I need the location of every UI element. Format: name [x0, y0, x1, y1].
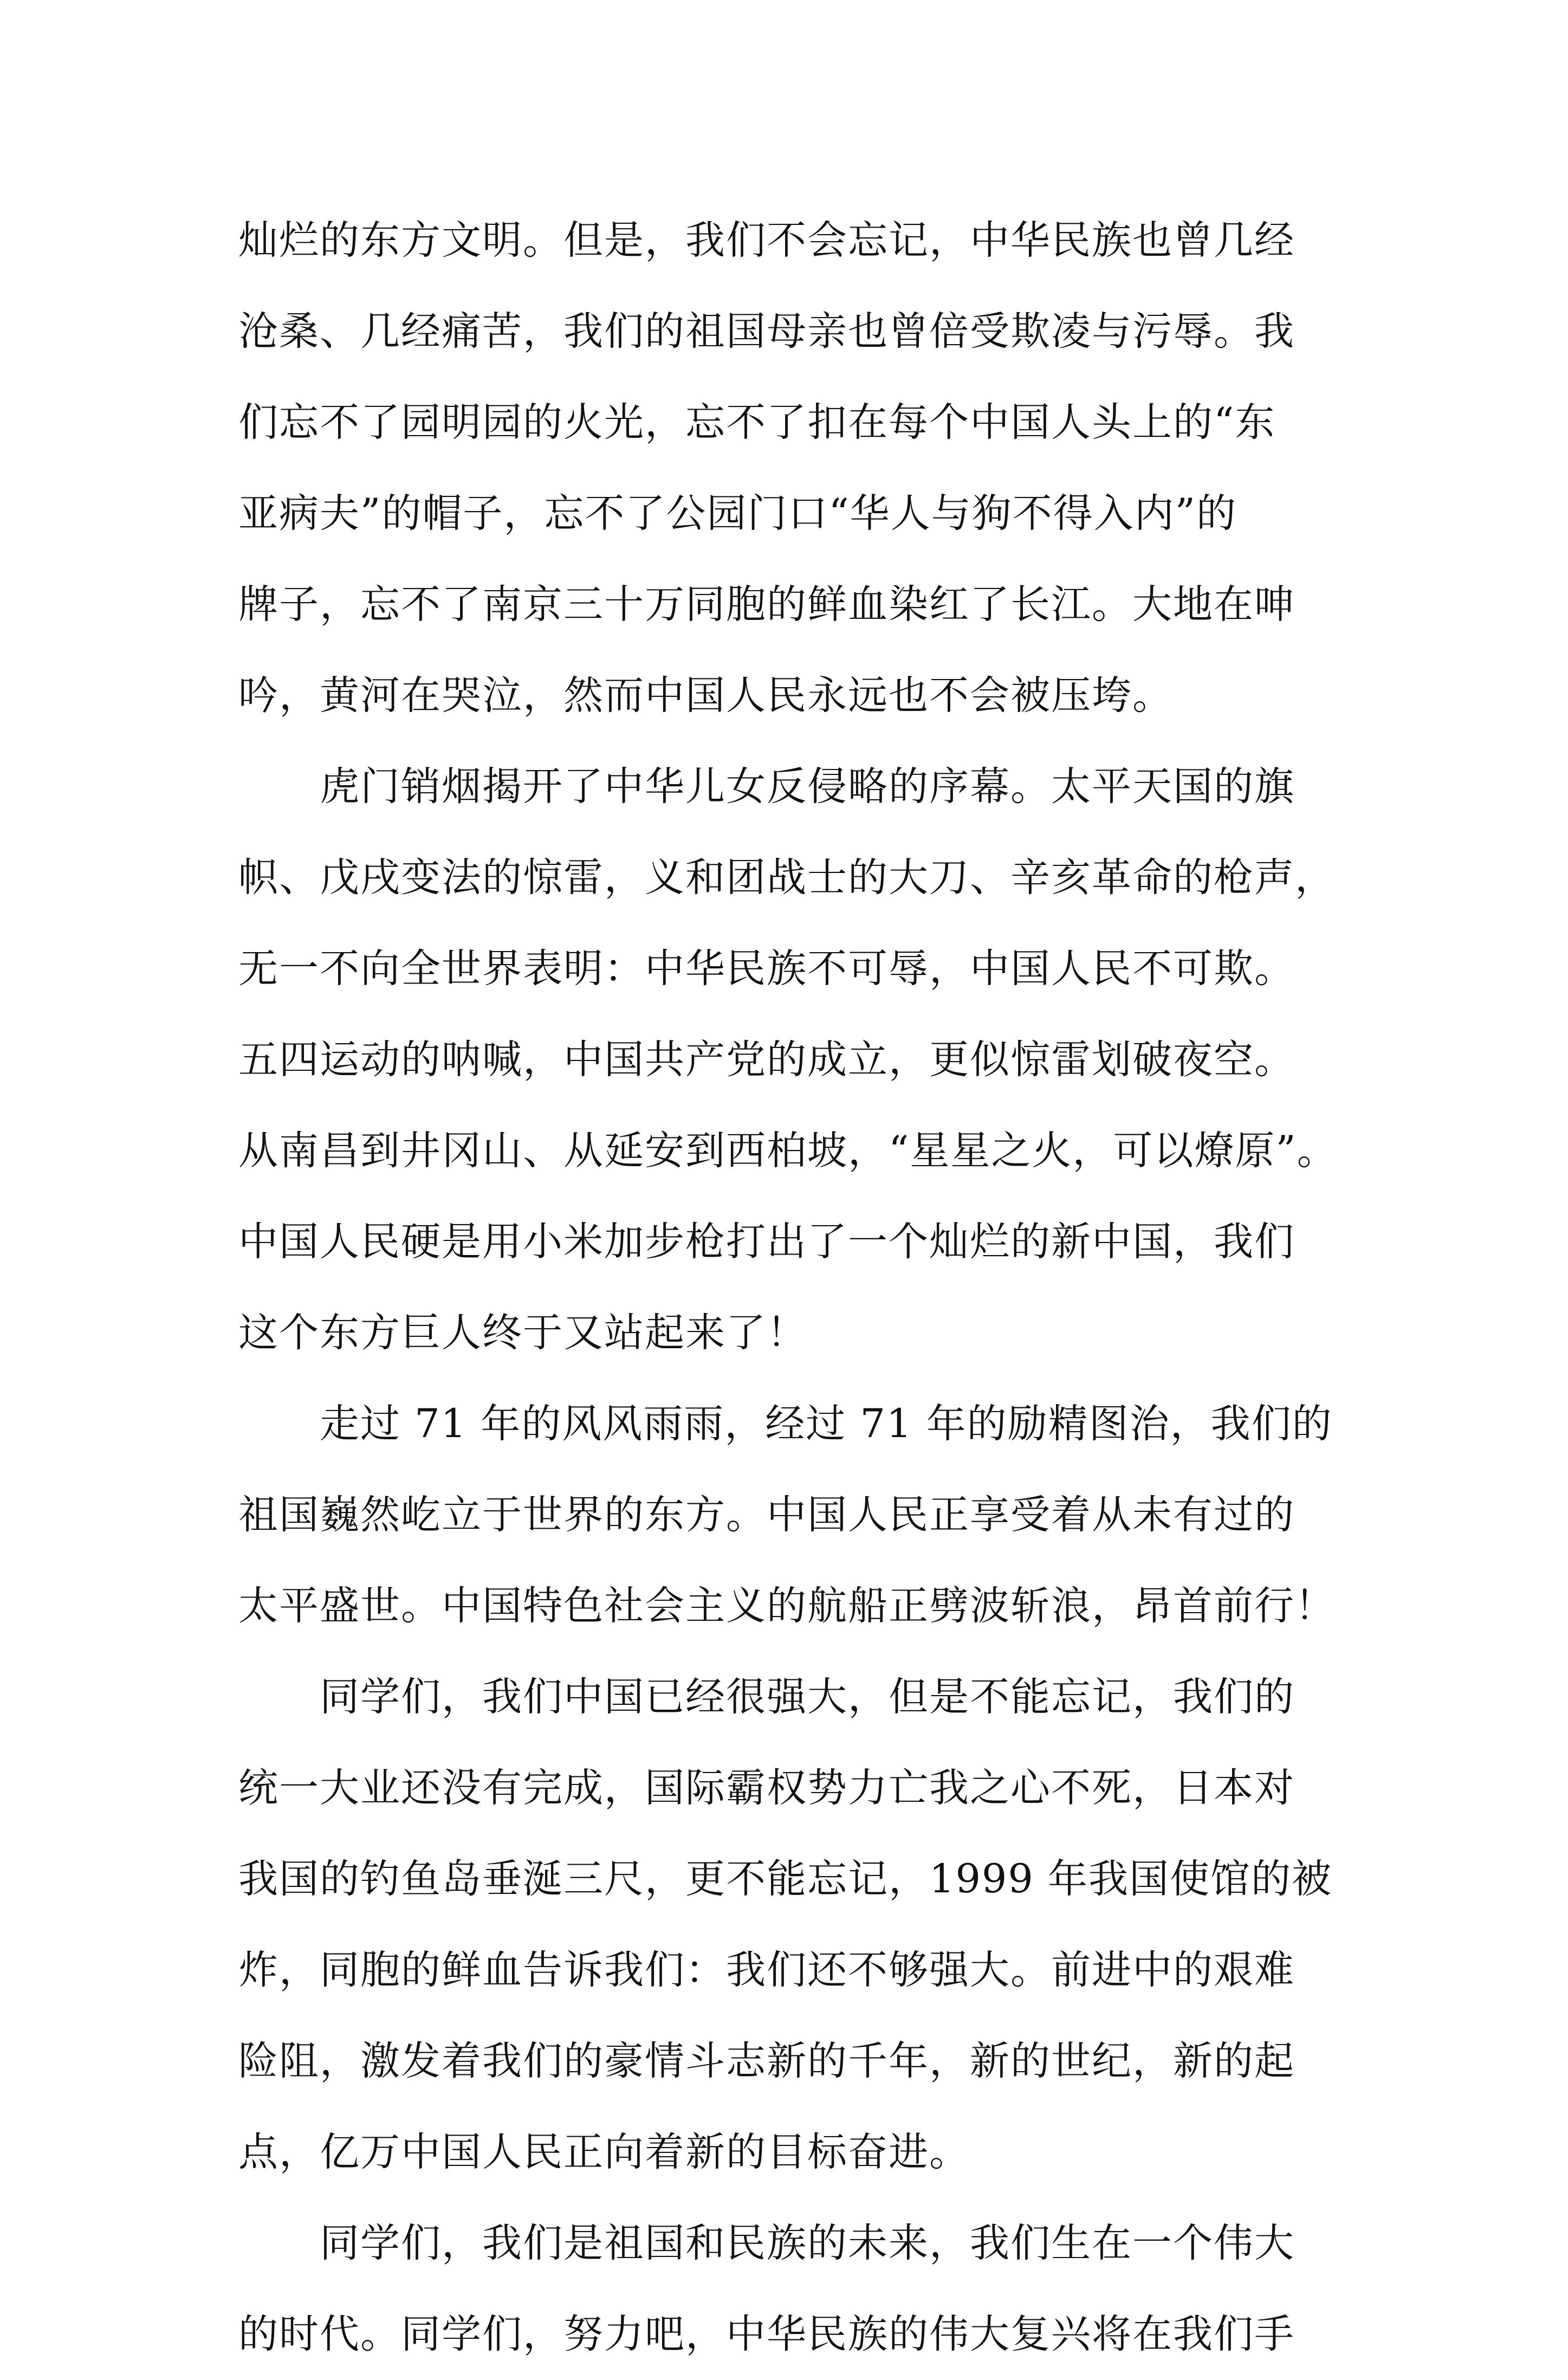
- text-line: 们忘不了园明园的火光，忘不了扣在每个中国人头上的“东: [238, 399, 1276, 445]
- text-line: 灿烂的东方文明。但是，我们不会忘记，中华民族也曾几经: [238, 217, 1295, 263]
- text-line: 虎门销烟揭开了中华儿女反侵略的序幕。太平天国的旗: [238, 764, 1295, 810]
- text-line: 从南昌到井冈山、从延安到西柏坡，“星星之火，可以燎原”。: [238, 1128, 1338, 1174]
- text-line: 点，亿万中国人民正向着新的目标奋进。: [238, 2129, 970, 2175]
- text-line: 同学们，我们中国已经很强大，但是不能忘记，我们的: [238, 1674, 1295, 1720]
- text-line: 炸，同胞的鲜血告诉我们：我们还不够强大。前进中的艰难: [238, 1947, 1295, 1993]
- text-line: 牌子，忘不了南京三十万同胞的鲜血染红了长江。大地在呻: [238, 581, 1295, 628]
- text-line: 帜、戊戌变法的惊雷，义和团战士的大刀、辛亥革命的枪声，: [238, 855, 1336, 901]
- text-line: 的时代。同学们，努力吧，中华民族的伟大复兴将在我们手: [238, 2311, 1295, 2357]
- text-line: 统一大业还没有完成，国际霸权势力亡我之心不死，日本对: [238, 1765, 1295, 1811]
- text-line: 险阻，激发着我们的豪情斗志新的千年，新的世纪，新的起: [238, 2038, 1295, 2084]
- text-line: 亚病夫”的帽子，忘不了公园门口“华人与狗不得入内”的: [238, 490, 1237, 536]
- text-line: 走过 71 年的风风雨雨，经过 71 年的励精图治，我们的: [238, 1401, 1333, 1447]
- text-line: 五四运动的呐喊，中国共产党的成立，更似惊雷划破夜空。: [238, 1037, 1295, 1083]
- text-line: 中国人民硬是用小米加步枪打出了一个灿烂的新中国，我们: [238, 1219, 1295, 1265]
- text-line: 吟，黄河在哭泣，然而中国人民永远也不会被压垮。: [238, 672, 1173, 719]
- text-line: 无一不向全世界表明：中华民族不可辱，中国人民不可欺。: [238, 946, 1295, 992]
- text-line: 我国的钓鱼岛垂涎三尺，更不能忘记，1999 年我国使馆的被: [238, 1856, 1332, 1902]
- text-line: 祖国巍然屹立于世界的东方。中国人民正享受着从未有过的: [238, 1492, 1295, 1538]
- text-line: 这个东方巨人终于又站起来了！: [238, 1310, 807, 1356]
- text-line: 同学们，我们是祖国和民族的未来，我们生在一个伟大: [238, 2220, 1295, 2266]
- text-line: 沧桑、几经痛苦，我们的祖国母亲也曾倍受欺凌与污辱。我: [238, 308, 1295, 354]
- speech-text: [238, 195, 1344, 2380]
- text-line: 太平盛世。中国特色社会主义的航船正劈波斩浪，昂首前行！: [238, 1583, 1336, 1629]
